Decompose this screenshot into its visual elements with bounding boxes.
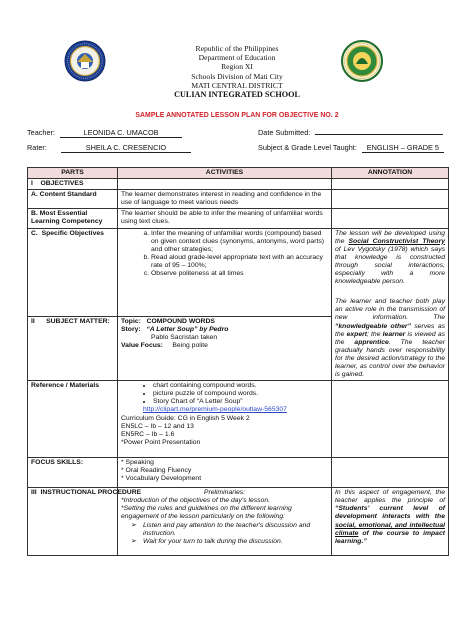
table-row <box>28 457 449 487</box>
annotation-cell <box>332 209 449 228</box>
procedure-part: III INSTRUCTIONAL PROCEDURE <box>31 489 142 497</box>
list-item: • picture puzzle of compound words. <box>153 390 328 398</box>
annotation-cell <box>332 190 449 209</box>
activity-cell <box>118 457 332 487</box>
part-cell: II SUBJECT MATTER: <box>28 316 118 381</box>
part-cell: A. Content Standard <box>28 190 118 209</box>
letterhead-line: Schools Division of Mati City <box>191 71 283 81</box>
skill-item: * Vocabulary Development <box>121 475 202 483</box>
rater-row <box>27 143 191 153</box>
story-value: “A Letter Soup” by Pedro <box>146 325 229 333</box>
subject-row <box>258 143 444 153</box>
annotation-emphasis: expert <box>346 330 368 338</box>
value-focus-value: Being polite <box>172 341 208 349</box>
annotation-emphasis: “knowledgeable other” <box>335 322 411 330</box>
list-item: • Story Chart of “A Letter Soup” <box>153 398 328 406</box>
curriculum-line: *Power Point Presentation <box>121 438 201 446</box>
curriculum-line: Curriculum Guide: CG in English 5 Week 2 <box>121 414 250 422</box>
annotation-emphasis: apprentice <box>354 338 389 346</box>
section-heading: I OBJECTIVES <box>28 179 118 190</box>
part-cell: Reference / Materials <box>28 381 118 458</box>
rater-label: Rater: <box>27 143 47 152</box>
letterhead-line: Republic of the Philippines <box>195 44 279 53</box>
annotation-text: is viewed as the <box>335 330 446 346</box>
list-item: ➢ Wait for your turn to talk during the discussion. <box>131 537 283 545</box>
activity-cell <box>118 381 332 458</box>
column-header: PARTS <box>28 168 118 179</box>
clipart-link[interactable]: http://clipart.me/premium-people/outlaw-565307 <box>143 406 287 414</box>
lesson-plan-table <box>27 167 449 556</box>
table-row <box>28 381 449 458</box>
document-title: SAMPLE ANNOTATED LESSON PLAN FOR OBJECTIVE NO. 2 <box>135 112 339 119</box>
topic-value: COMPOUND WORDS <box>146 317 215 325</box>
column-header: ANNOTATION <box>332 168 449 179</box>
annotation-emphasis: social, emotional, and intellectual climate <box>335 521 445 537</box>
table-row <box>28 209 449 228</box>
annotation-text: The learner and teacher both play an active role in the transmission of new information. <box>335 298 445 322</box>
list-item: a. Infer the meaning of unfamiliar words (compound) based on given context clues (synonyms, antonyms, word parts) and other strategies; <box>151 230 328 254</box>
teacher-value: LEONIDA C. UMACOB <box>60 129 182 138</box>
annotation-cell <box>332 381 449 458</box>
date-row <box>258 128 443 137</box>
story-author: Pablo Sacristan taken <box>151 333 218 341</box>
theory-name: Social Constructivist Theory <box>348 237 446 245</box>
letterhead-line: MATI CENTRAL DISTRICT <box>191 80 283 90</box>
skill-item: * Oral Reading Fluency <box>121 467 192 474</box>
empty-cell <box>118 179 332 190</box>
column-header: ACTIVITIES <box>118 168 332 179</box>
teacher-row <box>27 128 182 138</box>
table-row <box>28 179 449 190</box>
annotation-cell <box>332 457 449 487</box>
annotation-text: serves as the <box>335 322 445 338</box>
annotation-cell <box>332 228 449 381</box>
letterhead-line: Region XI <box>221 62 253 72</box>
school-name: CULIAN INTEGRATED SCHOOL <box>174 90 300 100</box>
annotation-cell <box>332 488 449 556</box>
list-item: • chart containing compound words. <box>153 382 328 390</box>
skill-item: * Speaking <box>121 458 154 466</box>
activity-cell: The learner demonstrates interest in reading and confidence in the use of language to meet various needs <box>118 190 332 209</box>
subject-label: Subject & Grade Level Taught: <box>258 143 357 152</box>
list-item: b. Read aloud grade-level appropriate text with an accuracy rate of 95 – 100%; <box>151 254 328 270</box>
story-label: Story: <box>121 325 141 333</box>
date-value <box>315 134 443 135</box>
annotation-text: In this aspect of engagement, the teacher applies the principle of <box>335 489 445 505</box>
objectives-list <box>121 230 328 279</box>
annotation-emphasis: “Students’ current level of development interacts with the <box>335 505 445 521</box>
activity-cell <box>118 316 332 381</box>
list-item: ➢ Listen and pay attention to the teacher's discussion and instruction. <box>131 521 311 537</box>
arrow-bullet-icon: ➢ <box>131 537 137 545</box>
part-cell: B. Most Essential Learning Competency <box>28 209 118 228</box>
topic-label: Topic: <box>121 317 141 325</box>
rater-value: SHEILA C. CRESENCIO <box>61 144 191 153</box>
annotation-text: The <box>433 314 446 322</box>
part-cell <box>28 488 142 556</box>
materials-list <box>121 382 328 406</box>
annotation-emphasis: of the course to impact learning.” <box>335 529 446 545</box>
list-item: c. Observe politeness at all times <box>151 270 328 278</box>
empty-cell <box>332 179 449 190</box>
annotation-text: . The teacher gradually hands over responsibility for the desired action/strategy to the learner, as control over the behavior is gained. <box>335 338 445 379</box>
curriculum-line: EN5RC – Ib – 1.6 <box>121 430 175 438</box>
arrow-bullet-icon: ➢ <box>131 521 137 529</box>
table-row <box>28 190 449 209</box>
procedure-line: *Introduction of the objectives of the day's lesson. <box>121 497 271 505</box>
activity-cell <box>118 228 332 316</box>
part-cell: C. Specific Objectives <box>28 228 118 316</box>
value-focus-label: Value Focus: <box>121 341 163 349</box>
date-label: Date Submitted: <box>258 128 311 137</box>
curriculum-line: EN5LC – Ib – 12 and 13 <box>121 422 194 430</box>
annotation-text: ; the <box>367 330 381 338</box>
letterhead <box>110 44 364 99</box>
activity-cell <box>118 488 332 556</box>
table-row <box>28 488 449 556</box>
activity-cell: The learner should be able to infer the meaning of unfamiliar words using text clues. <box>118 209 332 228</box>
annotation-emphasis: learner <box>382 330 406 338</box>
annotation-text: The lesson will be developed using the <box>335 229 445 245</box>
subject-value: ENGLISH – GRADE 5 <box>362 144 444 153</box>
preliminaries-heading: Preliminaries: <box>203 489 246 497</box>
letterhead-line: Department of Education <box>198 53 276 63</box>
annotation-text: of Lev Vygotsky (1978) which says that knowledge is constructed through social interactions, especially with a more knowledgeable person. <box>335 245 445 286</box>
table-header-row <box>28 168 449 179</box>
part-cell: FOCUS SKILLS: <box>28 457 118 487</box>
rules-list <box>121 522 328 546</box>
deped-seal-icon <box>64 40 106 82</box>
procedure-line: *Setting the rules and guidelines on the different learning engagement of the lesson particularly on the following: <box>121 505 292 521</box>
table-row <box>28 228 449 316</box>
teacher-label: Teacher: <box>27 128 55 137</box>
